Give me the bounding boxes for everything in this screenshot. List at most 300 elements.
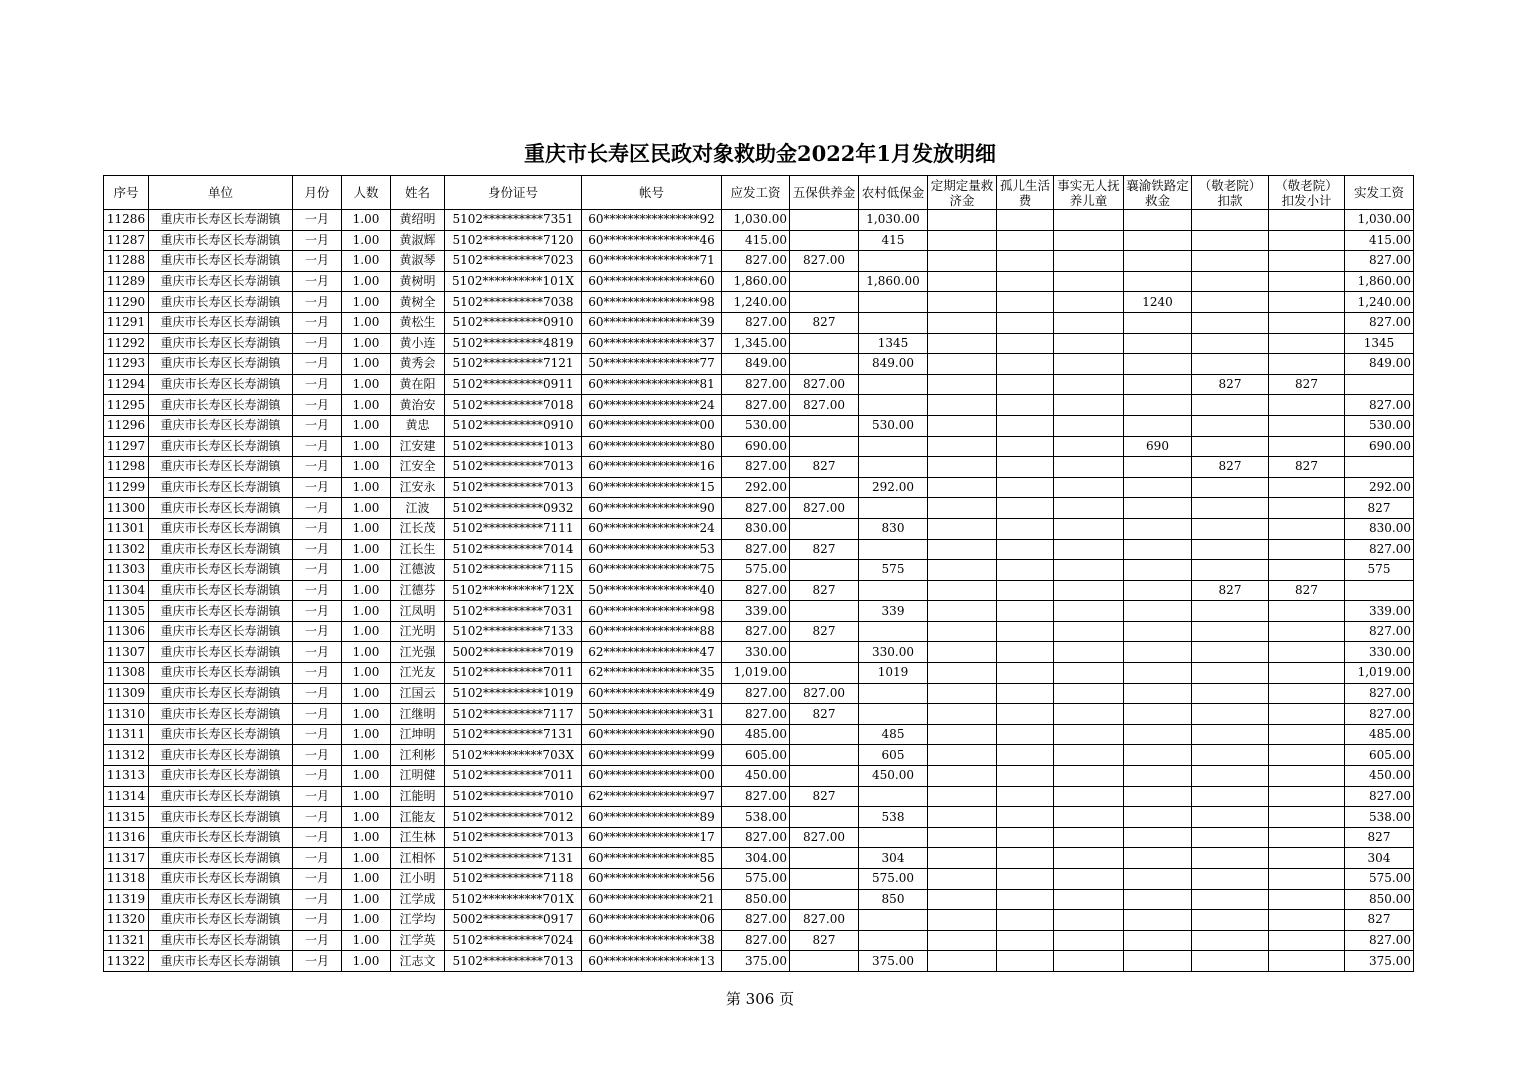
table-row bbox=[104, 621, 1414, 642]
table-cell: 江凤明 bbox=[391, 601, 445, 622]
table-cell: 827.00 bbox=[790, 683, 859, 704]
table-row bbox=[104, 230, 1414, 251]
table-cell: 一月 bbox=[293, 724, 342, 745]
table-row bbox=[104, 951, 1414, 972]
table-cell bbox=[928, 704, 997, 725]
table-cell: 一月 bbox=[293, 807, 342, 828]
table-cell: 827.00 bbox=[722, 457, 790, 478]
table-cell: 一月 bbox=[293, 910, 342, 931]
table-cell: 1.00 bbox=[342, 333, 391, 354]
table-cell bbox=[1054, 745, 1124, 766]
table-cell: 827.00 bbox=[1345, 704, 1414, 725]
table-cell: 60****************92 bbox=[582, 210, 722, 231]
relief-payment-table bbox=[103, 175, 1414, 972]
table-cell bbox=[997, 951, 1054, 972]
column-header: 序号 bbox=[104, 176, 149, 210]
table-cell bbox=[1192, 560, 1269, 581]
table-cell: 11312 bbox=[104, 745, 149, 766]
table-cell bbox=[1345, 374, 1414, 395]
table-cell: 1.00 bbox=[342, 766, 391, 787]
table-cell bbox=[1054, 786, 1124, 807]
table-cell bbox=[790, 271, 859, 292]
table-cell: 11314 bbox=[104, 786, 149, 807]
table-cell: 一月 bbox=[293, 766, 342, 787]
table-cell bbox=[1054, 869, 1124, 890]
table-cell bbox=[859, 436, 928, 457]
table-cell bbox=[1124, 395, 1192, 416]
table-cell: 重庆市长寿区长寿湖镇 bbox=[149, 539, 293, 560]
table-cell bbox=[1269, 807, 1345, 828]
table-cell: 827.00 bbox=[722, 539, 790, 560]
table-cell: 60****************80 bbox=[582, 436, 722, 457]
table-cell bbox=[1054, 436, 1124, 457]
table-cell bbox=[1054, 724, 1124, 745]
table-cell: 1.00 bbox=[342, 518, 391, 539]
table-cell: 11299 bbox=[104, 477, 149, 498]
table-cell bbox=[790, 807, 859, 828]
table-cell: 5102**********7031 bbox=[445, 601, 582, 622]
table-cell bbox=[1124, 869, 1192, 890]
table-cell bbox=[1124, 910, 1192, 931]
table-cell: 11300 bbox=[104, 498, 149, 519]
table-cell: 690.00 bbox=[1345, 436, 1414, 457]
table-cell: 重庆市长寿区长寿湖镇 bbox=[149, 230, 293, 251]
table-cell bbox=[1192, 477, 1269, 498]
table-cell: 1.00 bbox=[342, 786, 391, 807]
table-cell bbox=[1124, 724, 1192, 745]
table-cell bbox=[1054, 663, 1124, 684]
table-cell: 1.00 bbox=[342, 724, 391, 745]
table-cell: 60****************24 bbox=[582, 518, 722, 539]
table-cell: 一月 bbox=[293, 601, 342, 622]
table-cell bbox=[928, 807, 997, 828]
table-cell: 827.00 bbox=[790, 910, 859, 931]
table-cell: 黄秀会 bbox=[391, 354, 445, 375]
table-cell: 11317 bbox=[104, 848, 149, 869]
table-cell: 11297 bbox=[104, 436, 149, 457]
table-cell: 1.00 bbox=[342, 560, 391, 581]
table-cell bbox=[1192, 745, 1269, 766]
table-cell: 375.00 bbox=[722, 951, 790, 972]
table-cell bbox=[859, 539, 928, 560]
table-cell: 黄淑琴 bbox=[391, 251, 445, 272]
table-cell: 一月 bbox=[293, 415, 342, 436]
table-row bbox=[104, 271, 1414, 292]
table-cell: 1.00 bbox=[342, 457, 391, 478]
table-cell: 60****************98 bbox=[582, 292, 722, 313]
table-cell bbox=[928, 766, 997, 787]
table-cell: 5102**********7013 bbox=[445, 477, 582, 498]
table-cell bbox=[1054, 374, 1124, 395]
table-cell: 827.00 bbox=[1345, 312, 1414, 333]
table-cell: 一月 bbox=[293, 518, 342, 539]
table-cell: 一月 bbox=[293, 560, 342, 581]
table-cell: 5102**********7351 bbox=[445, 210, 582, 231]
table-cell: 11295 bbox=[104, 395, 149, 416]
table-cell: 1,860.00 bbox=[722, 271, 790, 292]
table-cell: 5102**********7011 bbox=[445, 766, 582, 787]
table-cell: 1,240.00 bbox=[1345, 292, 1414, 313]
table-cell bbox=[1124, 415, 1192, 436]
table-cell: 重庆市长寿区长寿湖镇 bbox=[149, 766, 293, 787]
table-cell bbox=[1054, 498, 1124, 519]
table-cell: 11313 bbox=[104, 766, 149, 787]
table-cell: 1.00 bbox=[342, 642, 391, 663]
table-cell bbox=[928, 230, 997, 251]
table-cell: 415.00 bbox=[1345, 230, 1414, 251]
table-cell: 827 bbox=[790, 312, 859, 333]
table-cell bbox=[1269, 395, 1345, 416]
table-cell: 605.00 bbox=[1345, 745, 1414, 766]
table-cell: 1.00 bbox=[342, 436, 391, 457]
table-cell: 一月 bbox=[293, 374, 342, 395]
table-cell bbox=[1054, 766, 1124, 787]
table-cell: 827 bbox=[790, 539, 859, 560]
table-cell: 1.00 bbox=[342, 354, 391, 375]
table-cell: 5102**********7118 bbox=[445, 869, 582, 890]
table-cell: 1.00 bbox=[342, 230, 391, 251]
table-cell: 1.00 bbox=[342, 807, 391, 828]
table-cell: 11321 bbox=[104, 930, 149, 951]
table-cell: 330.00 bbox=[722, 642, 790, 663]
table-cell: 江明健 bbox=[391, 766, 445, 787]
table-cell bbox=[1192, 498, 1269, 519]
table-cell: 292.00 bbox=[1345, 477, 1414, 498]
table-cell: 1345 bbox=[1345, 333, 1414, 354]
table-cell bbox=[1124, 374, 1192, 395]
table-cell: 一月 bbox=[293, 292, 342, 313]
table-cell bbox=[1269, 518, 1345, 539]
table-cell: 827.00 bbox=[1345, 786, 1414, 807]
table-cell: 50****************40 bbox=[582, 580, 722, 601]
table-cell bbox=[1192, 415, 1269, 436]
table-cell: 一月 bbox=[293, 436, 342, 457]
table-cell bbox=[1192, 292, 1269, 313]
table-row bbox=[104, 539, 1414, 560]
table-cell bbox=[790, 354, 859, 375]
table-cell bbox=[1124, 251, 1192, 272]
table-cell bbox=[997, 786, 1054, 807]
table-cell bbox=[1192, 663, 1269, 684]
table-cell bbox=[790, 745, 859, 766]
table-cell bbox=[1269, 724, 1345, 745]
table-cell: 60****************81 bbox=[582, 374, 722, 395]
table-cell: 一月 bbox=[293, 251, 342, 272]
table-cell bbox=[997, 498, 1054, 519]
table-cell bbox=[1269, 292, 1345, 313]
table-cell: 11302 bbox=[104, 539, 149, 560]
table-cell: 5102**********0932 bbox=[445, 498, 582, 519]
table-cell bbox=[997, 869, 1054, 890]
table-cell bbox=[859, 704, 928, 725]
table-cell bbox=[997, 477, 1054, 498]
table-cell: 62****************47 bbox=[582, 642, 722, 663]
table-cell: 重庆市长寿区长寿湖镇 bbox=[149, 498, 293, 519]
table-cell bbox=[790, 889, 859, 910]
table-cell: 江生林 bbox=[391, 827, 445, 848]
table-cell: 一月 bbox=[293, 312, 342, 333]
table-cell: 60****************98 bbox=[582, 601, 722, 622]
table-cell: 5102**********7120 bbox=[445, 230, 582, 251]
table-cell: 60****************46 bbox=[582, 230, 722, 251]
table-cell: 827.00 bbox=[722, 251, 790, 272]
table-cell bbox=[790, 560, 859, 581]
table-cell: 339.00 bbox=[1345, 601, 1414, 622]
table-cell bbox=[1124, 230, 1192, 251]
table-row bbox=[104, 251, 1414, 272]
table-cell: 538.00 bbox=[722, 807, 790, 828]
table-cell: 一月 bbox=[293, 457, 342, 478]
table-cell: 一月 bbox=[293, 271, 342, 292]
table-cell bbox=[1054, 930, 1124, 951]
table-cell bbox=[997, 889, 1054, 910]
table-cell: 339 bbox=[859, 601, 928, 622]
table-cell: 60****************17 bbox=[582, 827, 722, 848]
table-cell bbox=[1269, 745, 1345, 766]
table-cell: 1.00 bbox=[342, 271, 391, 292]
table-cell bbox=[1124, 704, 1192, 725]
table-cell: 827 bbox=[1192, 580, 1269, 601]
table-cell: 827 bbox=[790, 786, 859, 807]
table-cell: 415 bbox=[859, 230, 928, 251]
table-cell bbox=[1192, 312, 1269, 333]
table-cell bbox=[790, 601, 859, 622]
table-row bbox=[104, 580, 1414, 601]
table-cell: 1,240.00 bbox=[722, 292, 790, 313]
table-cell bbox=[1054, 457, 1124, 478]
table-cell: 5102**********1013 bbox=[445, 436, 582, 457]
table-cell: 一月 bbox=[293, 498, 342, 519]
table-cell bbox=[928, 312, 997, 333]
table-cell: 1.00 bbox=[342, 580, 391, 601]
table-cell bbox=[997, 766, 1054, 787]
table-cell: 827.00 bbox=[722, 683, 790, 704]
table-cell bbox=[1124, 930, 1192, 951]
table-cell: 一月 bbox=[293, 580, 342, 601]
table-cell bbox=[1124, 354, 1192, 375]
table-row bbox=[104, 395, 1414, 416]
table-cell bbox=[1124, 498, 1192, 519]
table-cell: 827 bbox=[1269, 374, 1345, 395]
table-cell: 850.00 bbox=[1345, 889, 1414, 910]
table-row bbox=[104, 663, 1414, 684]
table-cell bbox=[997, 539, 1054, 560]
table-cell bbox=[1054, 827, 1124, 848]
table-cell: 1.00 bbox=[342, 683, 391, 704]
table-cell bbox=[997, 745, 1054, 766]
table-cell bbox=[1124, 333, 1192, 354]
table-cell bbox=[1054, 560, 1124, 581]
table-row bbox=[104, 786, 1414, 807]
table-cell: 1.00 bbox=[342, 210, 391, 231]
table-cell: 重庆市长寿区长寿湖镇 bbox=[149, 621, 293, 642]
table-cell bbox=[1124, 683, 1192, 704]
table-row bbox=[104, 704, 1414, 725]
table-cell: 11304 bbox=[104, 580, 149, 601]
table-cell: 11293 bbox=[104, 354, 149, 375]
table-cell bbox=[1269, 498, 1345, 519]
table-cell bbox=[1345, 580, 1414, 601]
table-row bbox=[104, 374, 1414, 395]
table-cell: 黄绍明 bbox=[391, 210, 445, 231]
table-cell: 60****************99 bbox=[582, 745, 722, 766]
table-cell bbox=[1054, 395, 1124, 416]
table-cell: 重庆市长寿区长寿湖镇 bbox=[149, 333, 293, 354]
table-cell: 一月 bbox=[293, 395, 342, 416]
table-cell bbox=[1269, 704, 1345, 725]
table-cell: 一月 bbox=[293, 354, 342, 375]
table-cell: 重庆市长寿区长寿湖镇 bbox=[149, 663, 293, 684]
table-cell bbox=[928, 580, 997, 601]
table-cell bbox=[1269, 848, 1345, 869]
table-cell: 重庆市长寿区长寿湖镇 bbox=[149, 354, 293, 375]
table-cell bbox=[997, 560, 1054, 581]
table-cell bbox=[928, 539, 997, 560]
table-cell bbox=[1192, 807, 1269, 828]
table-cell bbox=[1054, 807, 1124, 828]
table-row bbox=[104, 889, 1414, 910]
table-cell: 江光友 bbox=[391, 663, 445, 684]
table-cell bbox=[1124, 621, 1192, 642]
table-row bbox=[104, 457, 1414, 478]
table-cell: 一月 bbox=[293, 663, 342, 684]
column-header: （敬老院）扣款 bbox=[1192, 176, 1269, 210]
table-cell bbox=[1269, 889, 1345, 910]
table-cell: 827.00 bbox=[722, 910, 790, 931]
table-cell: 黄在阳 bbox=[391, 374, 445, 395]
table-cell: 60****************13 bbox=[582, 951, 722, 972]
table-cell: 1.00 bbox=[342, 663, 391, 684]
table-cell: 重庆市长寿区长寿湖镇 bbox=[149, 683, 293, 704]
table-cell: 1.00 bbox=[342, 292, 391, 313]
table-cell: 11289 bbox=[104, 271, 149, 292]
table-cell: 11306 bbox=[104, 621, 149, 642]
table-cell: 830 bbox=[859, 518, 928, 539]
table-cell: 450.00 bbox=[1345, 766, 1414, 787]
table-cell: 1.00 bbox=[342, 889, 391, 910]
table-cell: 5102**********0911 bbox=[445, 374, 582, 395]
table-cell: 重庆市长寿区长寿湖镇 bbox=[149, 477, 293, 498]
table-cell bbox=[1192, 395, 1269, 416]
table-cell: 827.00 bbox=[1345, 621, 1414, 642]
table-cell: 304.00 bbox=[722, 848, 790, 869]
table-cell: 538.00 bbox=[1345, 807, 1414, 828]
table-cell bbox=[859, 498, 928, 519]
table-cell: 827 bbox=[1269, 580, 1345, 601]
table-cell: 827.00 bbox=[790, 827, 859, 848]
table-cell bbox=[790, 663, 859, 684]
table-cell: 重庆市长寿区长寿湖镇 bbox=[149, 827, 293, 848]
table-cell: 575.00 bbox=[859, 869, 928, 890]
table-cell bbox=[859, 786, 928, 807]
table-cell: 575.00 bbox=[722, 560, 790, 581]
table-cell bbox=[928, 601, 997, 622]
table-cell: 827.00 bbox=[722, 580, 790, 601]
table-cell: 1.00 bbox=[342, 251, 391, 272]
table-cell: 一月 bbox=[293, 210, 342, 231]
table-cell: 重庆市长寿区长寿湖镇 bbox=[149, 869, 293, 890]
table-cell bbox=[1269, 354, 1345, 375]
column-header: 实发工资 bbox=[1345, 176, 1414, 210]
table-cell bbox=[1054, 312, 1124, 333]
table-cell bbox=[790, 477, 859, 498]
table-cell: 330.00 bbox=[1345, 642, 1414, 663]
table-cell: 11319 bbox=[104, 889, 149, 910]
table-cell bbox=[1192, 951, 1269, 972]
table-cell bbox=[859, 395, 928, 416]
table-cell bbox=[928, 683, 997, 704]
table-cell bbox=[1054, 477, 1124, 498]
table-row bbox=[104, 683, 1414, 704]
table-cell: 江国云 bbox=[391, 683, 445, 704]
table-cell: 375.00 bbox=[859, 951, 928, 972]
table-cell: 827.00 bbox=[790, 251, 859, 272]
table-cell bbox=[997, 827, 1054, 848]
table-cell bbox=[1054, 580, 1124, 601]
column-header: 应发工资 bbox=[722, 176, 790, 210]
table-cell: 827 bbox=[1192, 457, 1269, 478]
table-cell bbox=[1124, 848, 1192, 869]
table-cell bbox=[1054, 848, 1124, 869]
table-cell bbox=[928, 518, 997, 539]
table-cell: 江学英 bbox=[391, 930, 445, 951]
table-cell bbox=[859, 374, 928, 395]
column-header: 孤儿生活费 bbox=[997, 176, 1054, 210]
table-cell bbox=[928, 889, 997, 910]
table-cell: 1.00 bbox=[342, 827, 391, 848]
table-cell: 江小明 bbox=[391, 869, 445, 890]
table-cell bbox=[997, 333, 1054, 354]
table-cell bbox=[1269, 663, 1345, 684]
table-cell bbox=[1192, 683, 1269, 704]
column-header: 襄渝铁路定救金 bbox=[1124, 176, 1192, 210]
table-cell bbox=[1124, 745, 1192, 766]
table-cell bbox=[790, 436, 859, 457]
table-cell bbox=[1054, 415, 1124, 436]
table-cell: 450.00 bbox=[859, 766, 928, 787]
table-cell bbox=[1269, 312, 1345, 333]
table-cell bbox=[997, 436, 1054, 457]
table-cell bbox=[928, 354, 997, 375]
table-cell: 重庆市长寿区长寿湖镇 bbox=[149, 951, 293, 972]
table-cell bbox=[859, 683, 928, 704]
table-cell: 830.00 bbox=[1345, 518, 1414, 539]
table-cell: 1.00 bbox=[342, 745, 391, 766]
table-cell bbox=[790, 230, 859, 251]
table-cell: 5102**********7011 bbox=[445, 663, 582, 684]
table-cell: 530.00 bbox=[1345, 415, 1414, 436]
table-cell: 江波 bbox=[391, 498, 445, 519]
column-header: 定期定量救济金 bbox=[928, 176, 997, 210]
table-cell: 5102**********703X bbox=[445, 745, 582, 766]
table-cell bbox=[790, 415, 859, 436]
table-cell bbox=[928, 251, 997, 272]
table-cell: 50****************77 bbox=[582, 354, 722, 375]
table-cell bbox=[1269, 951, 1345, 972]
table-cell: 江学均 bbox=[391, 910, 445, 931]
table-cell bbox=[1124, 271, 1192, 292]
table-cell: 5102**********7111 bbox=[445, 518, 582, 539]
table-cell: 827 bbox=[790, 580, 859, 601]
table-cell: 5102**********7014 bbox=[445, 539, 582, 560]
table-cell bbox=[1192, 724, 1269, 745]
table-cell: 11316 bbox=[104, 827, 149, 848]
table-cell: 330.00 bbox=[859, 642, 928, 663]
table-cell bbox=[997, 271, 1054, 292]
table-cell bbox=[859, 621, 928, 642]
table-cell: 黄忠 bbox=[391, 415, 445, 436]
table-cell: 530.00 bbox=[859, 415, 928, 436]
